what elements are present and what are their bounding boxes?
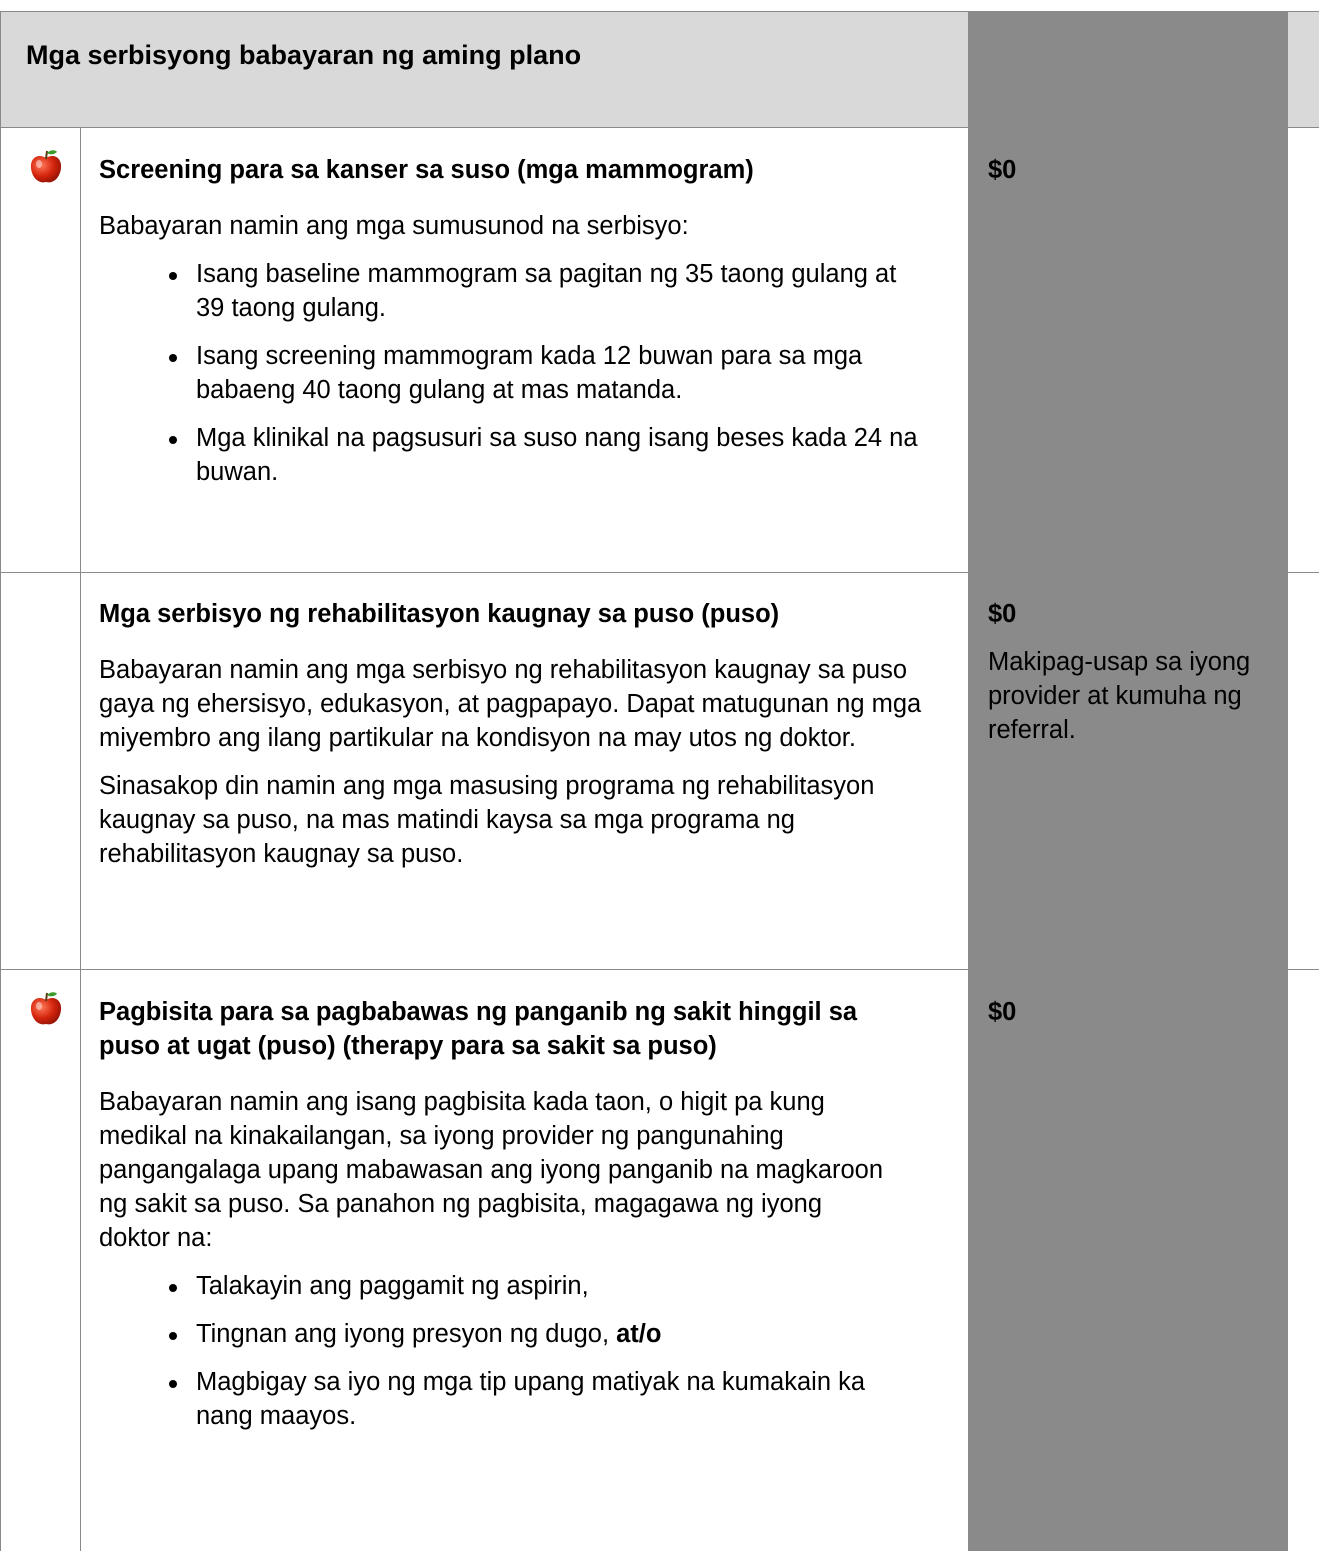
service-intro: Babayaran namin ang isang pagbisita kada taon, o higit pa kung medikal na kinakailangan, sa iyong provider ng pangunahing pangangalaga upang mabawasan ang iyong panganib na magkaroon ng sakit sa puso. Sa panahon ng pagbisita, magagawa ng iyong doktor na: <box>99 1088 884 1252</box>
list-item: Isang baseline mammogram sa pagitan ng 35 taong gulang at 39 taong gulang. <box>169 257 929 325</box>
service-paragraph: Sinasakop din namin ang mga masusing programa ng rehabilitasyon kaugnay sa puso, na mas matindi kaysa sa mga programa ng rehabilitasyon kaugnay sa puso. <box>99 772 875 868</box>
list-item: Isang screening mammogram kada 12 buwan para sa mga babaeng 40 taong gulang at mas matanda. <box>169 339 929 407</box>
column-divider-icon <box>80 127 81 1551</box>
bullet-icon <box>169 354 177 362</box>
row-divider <box>1 969 1319 970</box>
column-divider-payment <box>968 12 1288 1551</box>
payment-amount: $0 <box>988 600 1017 628</box>
header-services: Mga serbisyong babayaran ng aming plano <box>26 40 582 70</box>
service-paragraph: Babayaran namin ang mga serbisyo ng rehabilitasyon kaugnay sa puso gaya ng ehersisyo, edukasyon, at pagpapayo. Dapat matugunan ng mga miyembro ang ilang partikular na kondisyon na may utos ng doktor. <box>99 656 922 752</box>
row-divider <box>1 127 1319 128</box>
payment-amount: $0 <box>988 156 1017 184</box>
bullet-icon <box>169 1380 177 1388</box>
payment-amount: $0 <box>988 998 1017 1026</box>
benefits-table <box>0 11 1319 1551</box>
service-title: Pagbisita para sa pagbabawas ng panganib ng sakit hinggil sa puso at ugat (puso) (therapy para sa sakit sa puso) <box>99 998 858 1060</box>
row-divider <box>1 572 1319 573</box>
apple-icon <box>26 147 66 187</box>
list-item: Tingnan ang iyong presyon ng dugo, at/o <box>169 1317 899 1351</box>
service-intro: Babayaran namin ang mga sumusunod na serbisyo: <box>99 212 689 240</box>
apple-icon <box>26 989 66 1029</box>
service-bullets <box>99 257 929 489</box>
bullet-icon <box>169 436 177 444</box>
service-title: Mga serbisyo ng rehabilitasyon kaugnay sa puso (puso) <box>99 600 780 628</box>
bullet-icon <box>169 1332 177 1340</box>
list-item: Magbigay sa iyo ng mga tip upang matiyak na kumakain ka nang maayos. <box>169 1365 899 1433</box>
service-bullets <box>99 1269 899 1433</box>
bullet-icon <box>169 272 177 280</box>
bullet-icon <box>169 1284 177 1292</box>
list-item: Talakayin ang paggamit ng aspirin, <box>169 1269 899 1303</box>
payment-note: Makipag-usap sa iyong provider at kumuha ng referral. <box>988 648 1251 744</box>
list-item: Mga klinikal na pagsusuri sa suso nang isang beses kada 24 na buwan. <box>169 421 929 489</box>
service-title: Screening para sa kanser sa suso (mga mammogram) <box>99 156 754 184</box>
